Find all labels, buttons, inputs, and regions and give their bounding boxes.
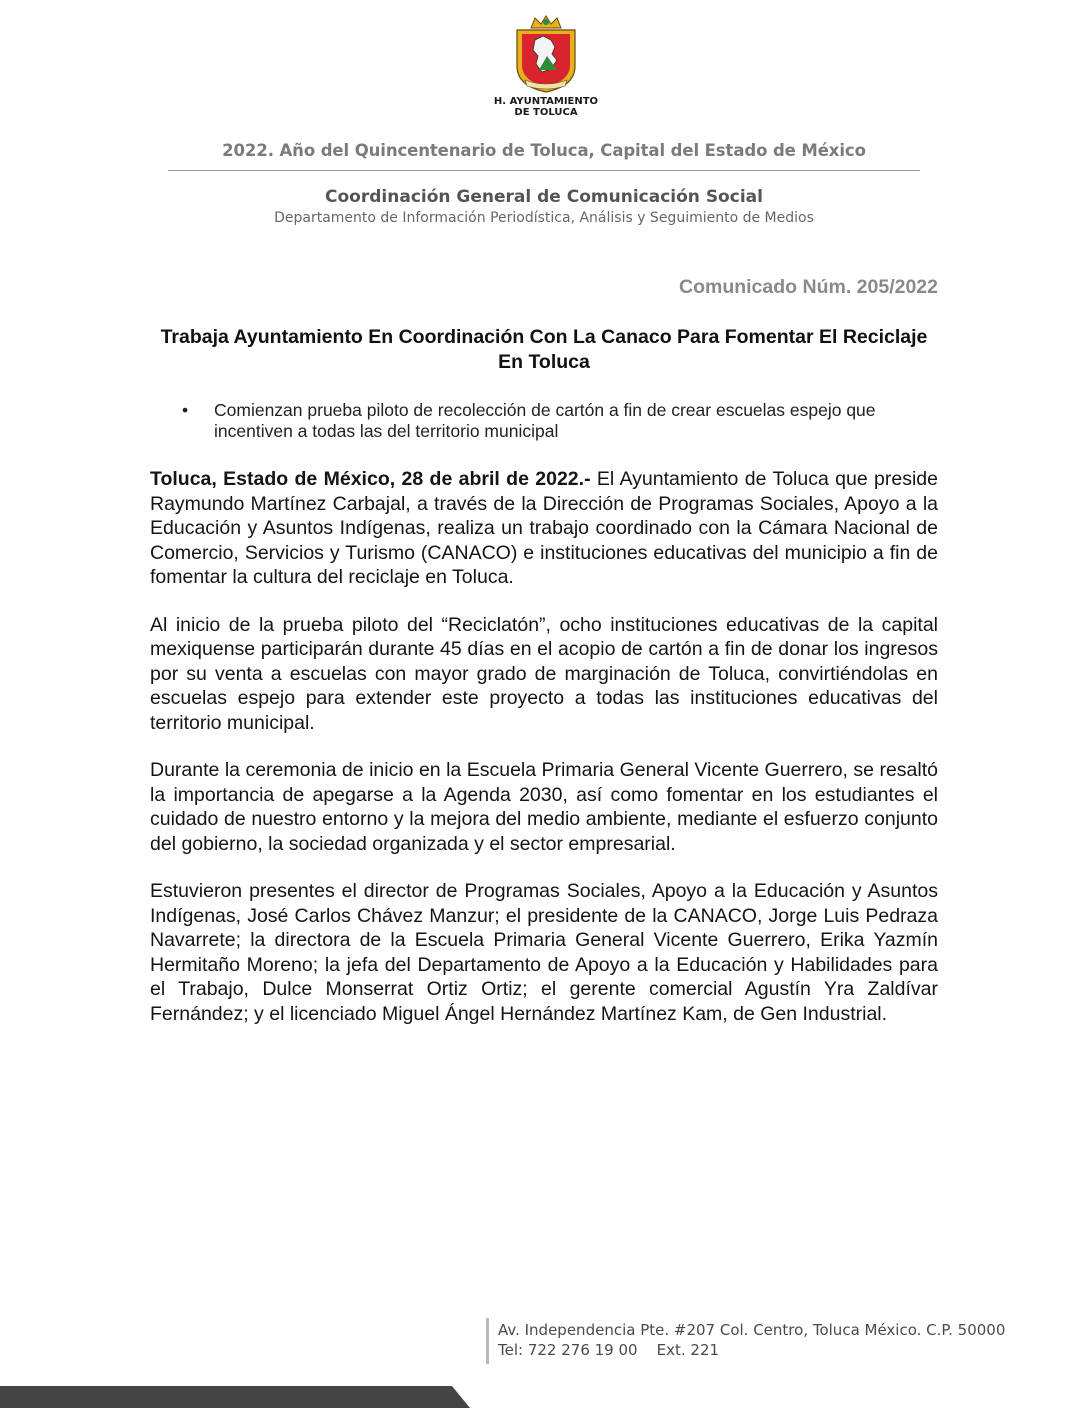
year-banner: 2022. Año del Quincentenario de Toluca, Capital del Estado de México: [222, 141, 866, 160]
footer-band: [0, 1386, 470, 1408]
paragraph: Estuvieron presentes el director de Programas Sociales, Apoyo a la Educación y Asuntos Indígenas, José Carlos Chávez Manzur; el presidente de la CANACO, Jorge Luis Pedraza Navarrete; la directora de la Escuela Primaria General Vicente Guerrero, Erika Yazmín Hermitaño Moreno; la jefa del Departamento de Apoyo a la Educación y Habilidades para el Trabajo, Dulce Monserrat Ortiz Ortiz; el gerente comercial Agustín Yra Zaldívar Fernández; y el licenciado Miguel Ángel Hernández Martínez Kam, de Gen Industrial.: [150, 880, 938, 1025]
paragraph: [150, 467, 938, 590]
press-release-number: Comunicado Núm. 205/2022: [678, 276, 938, 298]
department-title: Departamento de Información Periodística, Análisis y Seguimiento de Medios: [274, 210, 814, 226]
footer-contact: [498, 1320, 1005, 1360]
paragraph: Durante la ceremonia de inicio en la Escuela Primaria General Vicente Guerrero, se resaltó la importancia de apegarse a la Agenda 2030, así como fomentar en los estudiantes el cuidado de nuestro entorno y la mejora del medio ambiente, mediante el esfuerzo conjunto del gobierno, la sociedad organizada y el sector empresarial.: [150, 759, 938, 855]
toluca-logo: [490, 14, 602, 120]
logo-caption-line2: DE TOLUCA: [514, 107, 578, 118]
footer-phone-line: Tel: 722 276 19 00 Ext. 221: [498, 1341, 720, 1359]
bullet-icon: •: [182, 400, 189, 420]
footer-accent-bar: [486, 1318, 489, 1364]
footer-address-line: Av. Independencia Pte. #207 Col. Centro, Toluca México. C.P. 50000: [498, 1321, 1006, 1339]
logo-caption-line1: H. AYUNTAMIENTO: [493, 96, 599, 107]
coat-of-arms-icon: [511, 14, 581, 94]
paragraph: Al inicio de la prueba piloto del “Reciclatón”, ocho instituciones educativas de la capital mexiquense participarán durante 45 días en el acopio de cartón a fin de donar los ingresos por su venta a escuelas con mayor grado de marginación de Toluca, convirtiéndolas en escuelas espejo para extender este proyecto a todas las instituciones educativas del territorio municipal.: [150, 613, 938, 734]
coordination-title: Coordinación General de Comunicación Social: [325, 187, 763, 207]
header-divider: [168, 170, 920, 171]
paragraph-text: El Ayuntamiento de Toluca que preside Raymundo Martínez Carbajal, a través de la Dirección de Programas Sociales, Apoyo a la Educación y Asuntos Indígenas, realiza un trabajo coordinado con la Cámara Nacional de Comercio, Servicios y Turismo (CANACO) e instituciones educativas del municipio a fin de fomentar la cultura del reciclaje en Toluca.: [150, 468, 938, 588]
summary-bullet: [150, 400, 938, 442]
summary-bullets: [150, 400, 938, 442]
article-body: [150, 467, 938, 1049]
dateline: Toluca, Estado de México, 28 de abril de 2022.-: [150, 468, 591, 490]
summary-bullet-text: Comienzan prueba piloto de recolección de cartón a fin de crear escuelas espejo que incentiven a todas las del territorio municipal: [214, 400, 876, 441]
headline: Trabaja Ayuntamiento En Coordinación Con La Canaco Para Fomentar El Reciclaje En Toluca: [160, 326, 928, 373]
